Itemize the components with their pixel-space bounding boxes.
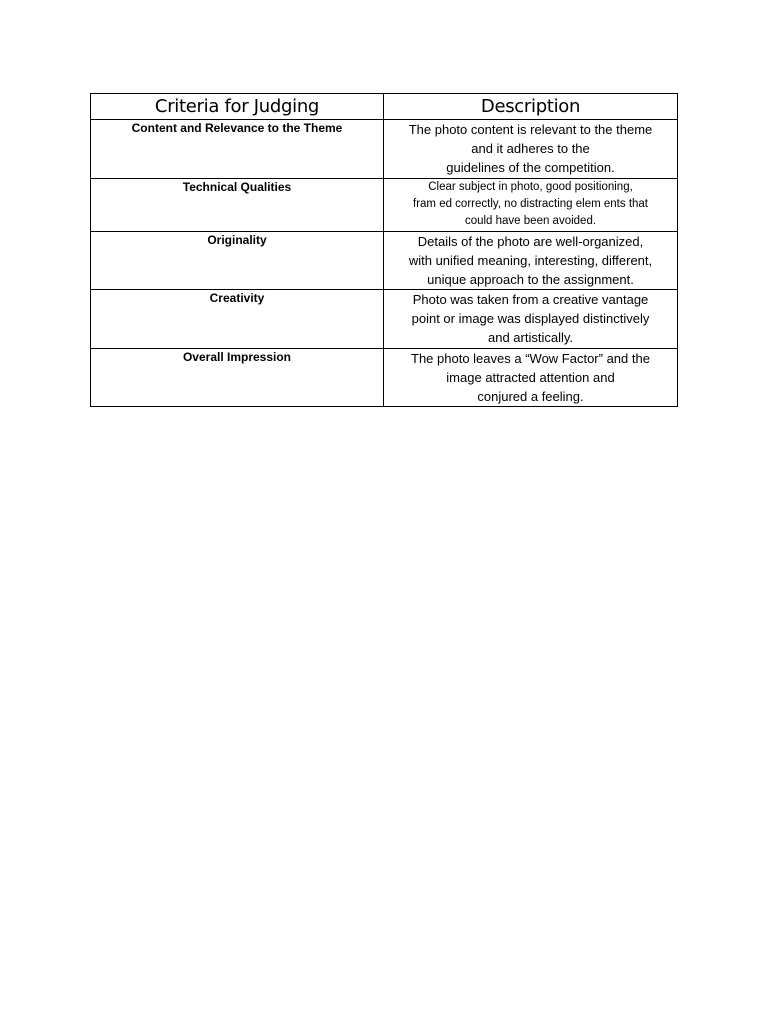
description-line: with unified meaning, interesting, different, [408,253,653,268]
description-line: could have been avoided. [464,215,597,227]
description-line: point or image was displayed distinctively [411,311,650,326]
description-line: and it adheres to the [471,141,590,156]
criteria-cell: Technical Qualities [91,179,384,232]
description-line: unique approach to the assignment. [427,272,634,287]
table-row [91,232,678,290]
judging-criteria-table [90,93,678,407]
table-row [91,179,678,232]
description-column-header: Description [384,94,678,120]
description-line: Details of the photo are well-organized, [417,234,644,249]
description-cell [384,179,678,232]
table-row [91,290,678,349]
criteria-cell: Creativity [91,290,384,349]
description-line: guidelines of the competition. [446,160,615,175]
table-row [91,120,678,179]
description-line: and artistically. [487,330,573,345]
description-line: image attracted attention and [446,370,615,385]
criteria-cell: Overall Impression [91,349,384,407]
description-cell [384,232,678,290]
description-cell [384,290,678,349]
criteria-cell: Originality [91,232,384,290]
description-line: Photo was taken from a creative vantage [412,292,649,307]
criteria-cell: Content and Relevance to the Theme [91,120,384,179]
description-line: fram ed correctly, no distracting elem ents that [413,198,648,210]
description-cell [384,120,678,179]
description-line: The photo leaves a “Wow Factor” and the [411,351,650,366]
table-row [91,349,678,407]
description-line: conjured a feeling. [477,389,584,404]
description-line: The photo content is relevant to the theme [408,122,653,137]
criteria-column-header: Criteria for Judging [91,94,384,120]
description-line: Clear subject in photo, good positioning, [428,181,633,193]
table-header-row [91,94,678,120]
description-cell [384,349,678,407]
